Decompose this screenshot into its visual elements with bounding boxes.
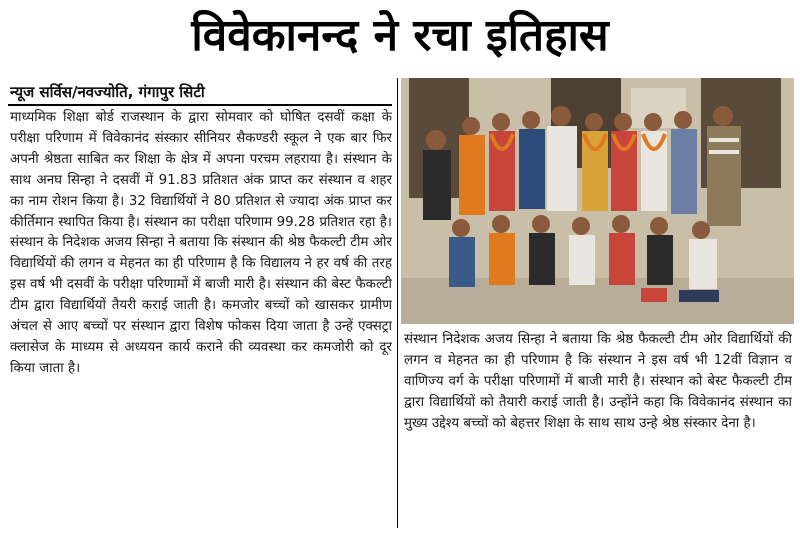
byline-rule	[8, 104, 392, 106]
article-right-column: संस्थान निदेशक अजय सिन्हा ने बताया कि श्रेष्ठ फैकल्टी टीम ओर विद्यार्थियों की लगन व मेहनत का ही परिणाम है कि संस्थान ने इस वर्ष भी 12वीं विज्ञान व वाणिज्य वर्ग के परीक्षा परिणामों में बाजी मारी है। संस्थान को बेस्ट फैकल्टी टीम द्वारा विद्यार्थियों को तैयारी कराई जाती है। उन्होंने कहा कि विवेकानंद संस्थान का मुख्य उद्देश्य बच्चों को बेहत्तर शिक्षा के साथ साथ उन्हे श्रेष्ठ संस्कार देना है।	[404, 332, 792, 431]
group-photo-icon	[401, 78, 794, 324]
headline: विवेकानन्द ने रचा इतिहास	[191, 10, 609, 61]
column-divider	[397, 78, 398, 528]
article-left-column: माध्यमिक शिक्षा बोर्ड राजस्थान के द्वारा सोमवार को घोषित दसवीं कक्षा के परीक्षा परिणाम में विवेकानंद संस्कार सीनियर सैकण्डरी स्कूल ने एक बार फिर अपनी श्रेष्ठता साबित कर शिक्षा के क्षेत्र में अपना परचम लहराया है। संस्थान के साथ अनघ सिन्हा ने दसवीं में 91.83 प्रतिशत अंक प्राप्त कर संस्थान व शहर का नाम रोशन किया है। 32 विद्यार्थियों ने 80 प्रतिशत से ज्यादा अंक प्राप्त कर कीर्तिमान स्थापित किया है। संस्थान का परीक्षा परिणाम 99.28 प्रतिशत रहा है। संस्थान के निदेशक अजय सिन्हा ने बताया कि संस्थान की श्रेष्ठ फैकल्टी टीम ओर विद्यार्थियों की लगन व मेहनत का ही परिणाम है कि विद्यालय ने हर वर्ष की तरह इस वर्ष भी दसवीं के परीक्षा परिणामों में बाजी मारी है। संस्थान की बेस्ट फैकल्टी टीम द्वारा विद्यार्थियों तैयरी कराई जाती है। कमजोर बच्चों को खासकर ग्रामीण अंचल से आए बच्चों पर संस्थान द्वारा विशेष फोकस दिया जाता है उन्हें एक्सट्रा क्लासेज के माध्यम से अध्ययन कार्य कराने की व्यवस्था कर कमजोरी को दूर किया जाता है।	[10, 110, 392, 376]
group-photo	[401, 78, 794, 324]
byline: न्यूज सर्विस/नवज्योति, गंगापुर सिटी	[10, 83, 205, 101]
